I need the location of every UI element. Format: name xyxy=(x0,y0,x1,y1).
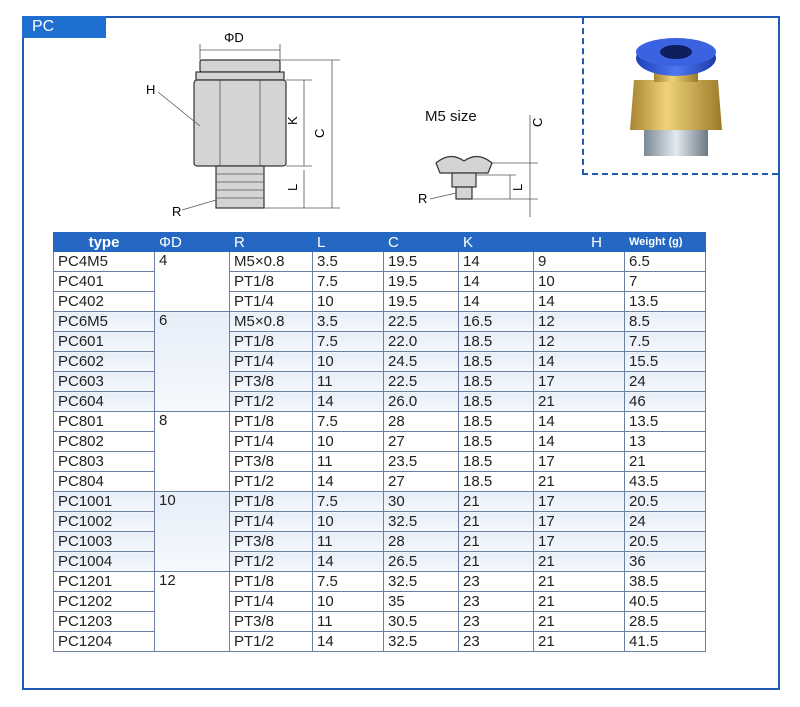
cell-l: 3.5 xyxy=(313,252,384,272)
cell-weight: 7 xyxy=(625,272,706,292)
cell-l: 11 xyxy=(313,612,384,632)
cell-weight: 41.5 xyxy=(625,632,706,652)
cell-l: 7.5 xyxy=(313,572,384,592)
cell-h: 21 xyxy=(534,392,625,412)
cell-l: 14 xyxy=(313,552,384,572)
cell-r: PT3/8 xyxy=(230,612,313,632)
cell-r: PT3/8 xyxy=(230,372,313,392)
cell-type: PC1003 xyxy=(54,532,155,552)
cell-k: 14 xyxy=(459,292,534,312)
cell-c: 32.5 xyxy=(384,572,459,592)
cell-l: 3.5 xyxy=(313,312,384,332)
cell-type: PC6M5 xyxy=(54,312,155,332)
cell-r: PT1/8 xyxy=(230,332,313,352)
cell-l: 10 xyxy=(313,432,384,452)
cell-h: 17 xyxy=(534,532,625,552)
cell-type: PC1001 xyxy=(54,492,155,512)
cell-k: 21 xyxy=(459,552,534,572)
cell-l: 7.5 xyxy=(313,272,384,292)
cell-h: 17 xyxy=(534,492,625,512)
cell-h: 21 xyxy=(534,472,625,492)
table-row xyxy=(54,612,706,632)
cell-h: 12 xyxy=(534,332,625,352)
cell-h: 17 xyxy=(534,372,625,392)
dim-l-label: L xyxy=(285,183,300,191)
cell-k: 18.5 xyxy=(459,372,534,392)
cell-l: 11 xyxy=(313,532,384,552)
cell-c: 19.5 xyxy=(384,252,459,272)
cell-r: M5×0.8 xyxy=(230,312,313,332)
cell-l: 11 xyxy=(313,452,384,472)
cell-weight: 8.5 xyxy=(625,312,706,332)
cell-c: 27 xyxy=(384,432,459,452)
cell-weight: 38.5 xyxy=(625,572,706,592)
cell-type: PC1203 xyxy=(54,612,155,632)
cell-weight: 20.5 xyxy=(625,532,706,552)
cell-type: PC601 xyxy=(54,332,155,352)
cell-k: 23 xyxy=(459,572,534,592)
cell-k: 18.5 xyxy=(459,452,534,472)
cell-type: PC1201 xyxy=(54,572,155,592)
table-row xyxy=(54,392,706,412)
cell-l: 14 xyxy=(313,472,384,492)
cell-type: PC602 xyxy=(54,352,155,372)
cell-weight: 46 xyxy=(625,392,706,412)
cell-weight: 15.5 xyxy=(625,352,706,372)
cell-type: PC603 xyxy=(54,372,155,392)
table-row xyxy=(54,312,706,332)
col-r: R xyxy=(230,233,313,252)
cell-h: 14 xyxy=(534,292,625,312)
cell-h: 21 xyxy=(534,572,625,592)
cell-weight: 24 xyxy=(625,512,706,532)
cell-c: 30.5 xyxy=(384,612,459,632)
cell-k: 18.5 xyxy=(459,472,534,492)
m5-dimension-drawing xyxy=(410,95,560,220)
cell-k: 21 xyxy=(459,512,534,532)
cell-k: 18.5 xyxy=(459,432,534,452)
cell-d: 8 xyxy=(155,412,230,492)
cell-h: 12 xyxy=(534,312,625,332)
cell-weight: 6.5 xyxy=(625,252,706,272)
cell-type: PC801 xyxy=(54,412,155,432)
m5-dim-r-label: R xyxy=(418,191,428,206)
col-k: K xyxy=(459,233,534,252)
cell-r: PT1/4 xyxy=(230,592,313,612)
cell-k: 18.5 xyxy=(459,352,534,372)
m5-dim-c-label: C xyxy=(530,117,545,127)
cell-c: 30 xyxy=(384,492,459,512)
table-row xyxy=(54,292,706,312)
cell-c: 19.5 xyxy=(384,292,459,312)
cell-type: PC401 xyxy=(54,272,155,292)
cell-c: 24.5 xyxy=(384,352,459,372)
cell-type: PC804 xyxy=(54,472,155,492)
table-row xyxy=(54,572,706,592)
table-row xyxy=(54,272,706,292)
cell-r: PT1/4 xyxy=(230,512,313,532)
dim-c-label: C xyxy=(312,128,327,138)
col-c: C xyxy=(384,233,459,252)
cell-h: 17 xyxy=(534,512,625,532)
cell-l: 14 xyxy=(313,392,384,412)
cell-r: PT3/8 xyxy=(230,532,313,552)
cell-type: PC1204 xyxy=(54,632,155,652)
cell-h: 17 xyxy=(534,452,625,472)
cell-d: 10 xyxy=(155,492,230,572)
cell-l: 10 xyxy=(313,512,384,532)
cell-c: 22.0 xyxy=(384,332,459,352)
cell-c: 32.5 xyxy=(384,632,459,652)
cell-l: 7.5 xyxy=(313,412,384,432)
table-header-row xyxy=(54,233,706,252)
table-row xyxy=(54,452,706,472)
cell-type: PC1202 xyxy=(54,592,155,612)
cell-type: PC803 xyxy=(54,452,155,472)
cell-r: PT1/8 xyxy=(230,412,313,432)
col-l: L xyxy=(313,233,384,252)
cell-c: 22.5 xyxy=(384,312,459,332)
cell-r: PT1/8 xyxy=(230,272,313,292)
cell-l: 10 xyxy=(313,292,384,312)
col-h: H xyxy=(534,233,625,252)
cell-l: 11 xyxy=(313,372,384,392)
cell-h: 21 xyxy=(534,552,625,572)
cell-c: 22.5 xyxy=(384,372,459,392)
cell-r: PT1/4 xyxy=(230,432,313,452)
table-row xyxy=(54,252,706,272)
cell-k: 18.5 xyxy=(459,412,534,432)
cell-c: 27 xyxy=(384,472,459,492)
table-row xyxy=(54,532,706,552)
cell-h: 14 xyxy=(534,432,625,452)
section-tag: PC xyxy=(22,16,106,38)
cell-h: 21 xyxy=(534,592,625,612)
cell-type: PC802 xyxy=(54,432,155,452)
cell-weight: 36 xyxy=(625,552,706,572)
cell-h: 10 xyxy=(534,272,625,292)
dim-d-label: ΦD xyxy=(224,30,244,45)
cell-type: PC1004 xyxy=(54,552,155,572)
cell-type: PC604 xyxy=(54,392,155,412)
table-row xyxy=(54,552,706,572)
cell-c: 28 xyxy=(384,532,459,552)
cell-k: 14 xyxy=(459,252,534,272)
cell-h: 14 xyxy=(534,352,625,372)
cell-d: 6 xyxy=(155,312,230,412)
cell-weight: 43.5 xyxy=(625,472,706,492)
cell-l: 7.5 xyxy=(313,332,384,352)
cell-r: PT1/8 xyxy=(230,492,313,512)
table-row xyxy=(54,352,706,372)
cell-c: 19.5 xyxy=(384,272,459,292)
m5-dim-l-label: L xyxy=(510,183,525,191)
cell-k: 14 xyxy=(459,272,534,292)
cell-h: 14 xyxy=(534,412,625,432)
fitting-dimension-drawing xyxy=(140,30,360,220)
cell-type: PC4M5 xyxy=(54,252,155,272)
cell-c: 26.0 xyxy=(384,392,459,412)
cell-r: PT1/2 xyxy=(230,552,313,572)
table-row xyxy=(54,592,706,612)
dim-h-label: H xyxy=(146,82,156,97)
col-d: ΦD xyxy=(155,233,230,252)
cell-r: M5×0.8 xyxy=(230,252,313,272)
cell-k: 21 xyxy=(459,532,534,552)
table-row xyxy=(54,472,706,492)
cell-weight: 20.5 xyxy=(625,492,706,512)
cell-weight: 24 xyxy=(625,372,706,392)
table-row xyxy=(54,412,706,432)
cell-c: 35 xyxy=(384,592,459,612)
cell-l: 10 xyxy=(313,592,384,612)
cell-l: 7.5 xyxy=(313,492,384,512)
cell-weight: 21 xyxy=(625,452,706,472)
cell-k: 16.5 xyxy=(459,312,534,332)
col-weight: Weight (g) xyxy=(625,233,706,252)
cell-weight: 13.5 xyxy=(625,412,706,432)
cell-c: 28 xyxy=(384,412,459,432)
cell-l: 10 xyxy=(313,352,384,372)
dim-k-label: K xyxy=(285,116,300,125)
cell-r: PT1/2 xyxy=(230,472,313,492)
cell-c: 23.5 xyxy=(384,452,459,472)
cell-r: PT3/8 xyxy=(230,452,313,472)
cell-type: PC1002 xyxy=(54,512,155,532)
cell-weight: 13.5 xyxy=(625,292,706,312)
cell-c: 26.5 xyxy=(384,552,459,572)
cell-h: 21 xyxy=(534,632,625,652)
cell-l: 14 xyxy=(313,632,384,652)
cell-weight: 28.5 xyxy=(625,612,706,632)
cell-k: 18.5 xyxy=(459,392,534,412)
table-row xyxy=(54,432,706,452)
cell-h: 9 xyxy=(534,252,625,272)
cell-weight: 40.5 xyxy=(625,592,706,612)
cell-weight: 13 xyxy=(625,432,706,452)
product-photo-box xyxy=(582,18,778,175)
cell-d: 4 xyxy=(155,252,230,312)
cell-r: PT1/8 xyxy=(230,572,313,592)
cell-k: 23 xyxy=(459,612,534,632)
cell-h: 21 xyxy=(534,612,625,632)
fitting-photo xyxy=(584,18,780,175)
table-row xyxy=(54,372,706,392)
cell-k: 21 xyxy=(459,492,534,512)
dim-r-label: R xyxy=(172,204,182,219)
spec-table xyxy=(53,232,706,652)
table-row xyxy=(54,512,706,532)
cell-k: 23 xyxy=(459,592,534,612)
cell-r: PT1/4 xyxy=(230,292,313,312)
col-type: type xyxy=(54,233,155,252)
cell-d: 12 xyxy=(155,572,230,652)
m5-size-label: M5 size xyxy=(425,108,477,125)
cell-r: PT1/2 xyxy=(230,392,313,412)
cell-r: PT1/4 xyxy=(230,352,313,372)
table-row xyxy=(54,332,706,352)
cell-c: 32.5 xyxy=(384,512,459,532)
table-row xyxy=(54,632,706,652)
cell-k: 23 xyxy=(459,632,534,652)
cell-weight: 7.5 xyxy=(625,332,706,352)
cell-r: PT1/2 xyxy=(230,632,313,652)
cell-type: PC402 xyxy=(54,292,155,312)
table-row xyxy=(54,492,706,512)
cell-k: 18.5 xyxy=(459,332,534,352)
